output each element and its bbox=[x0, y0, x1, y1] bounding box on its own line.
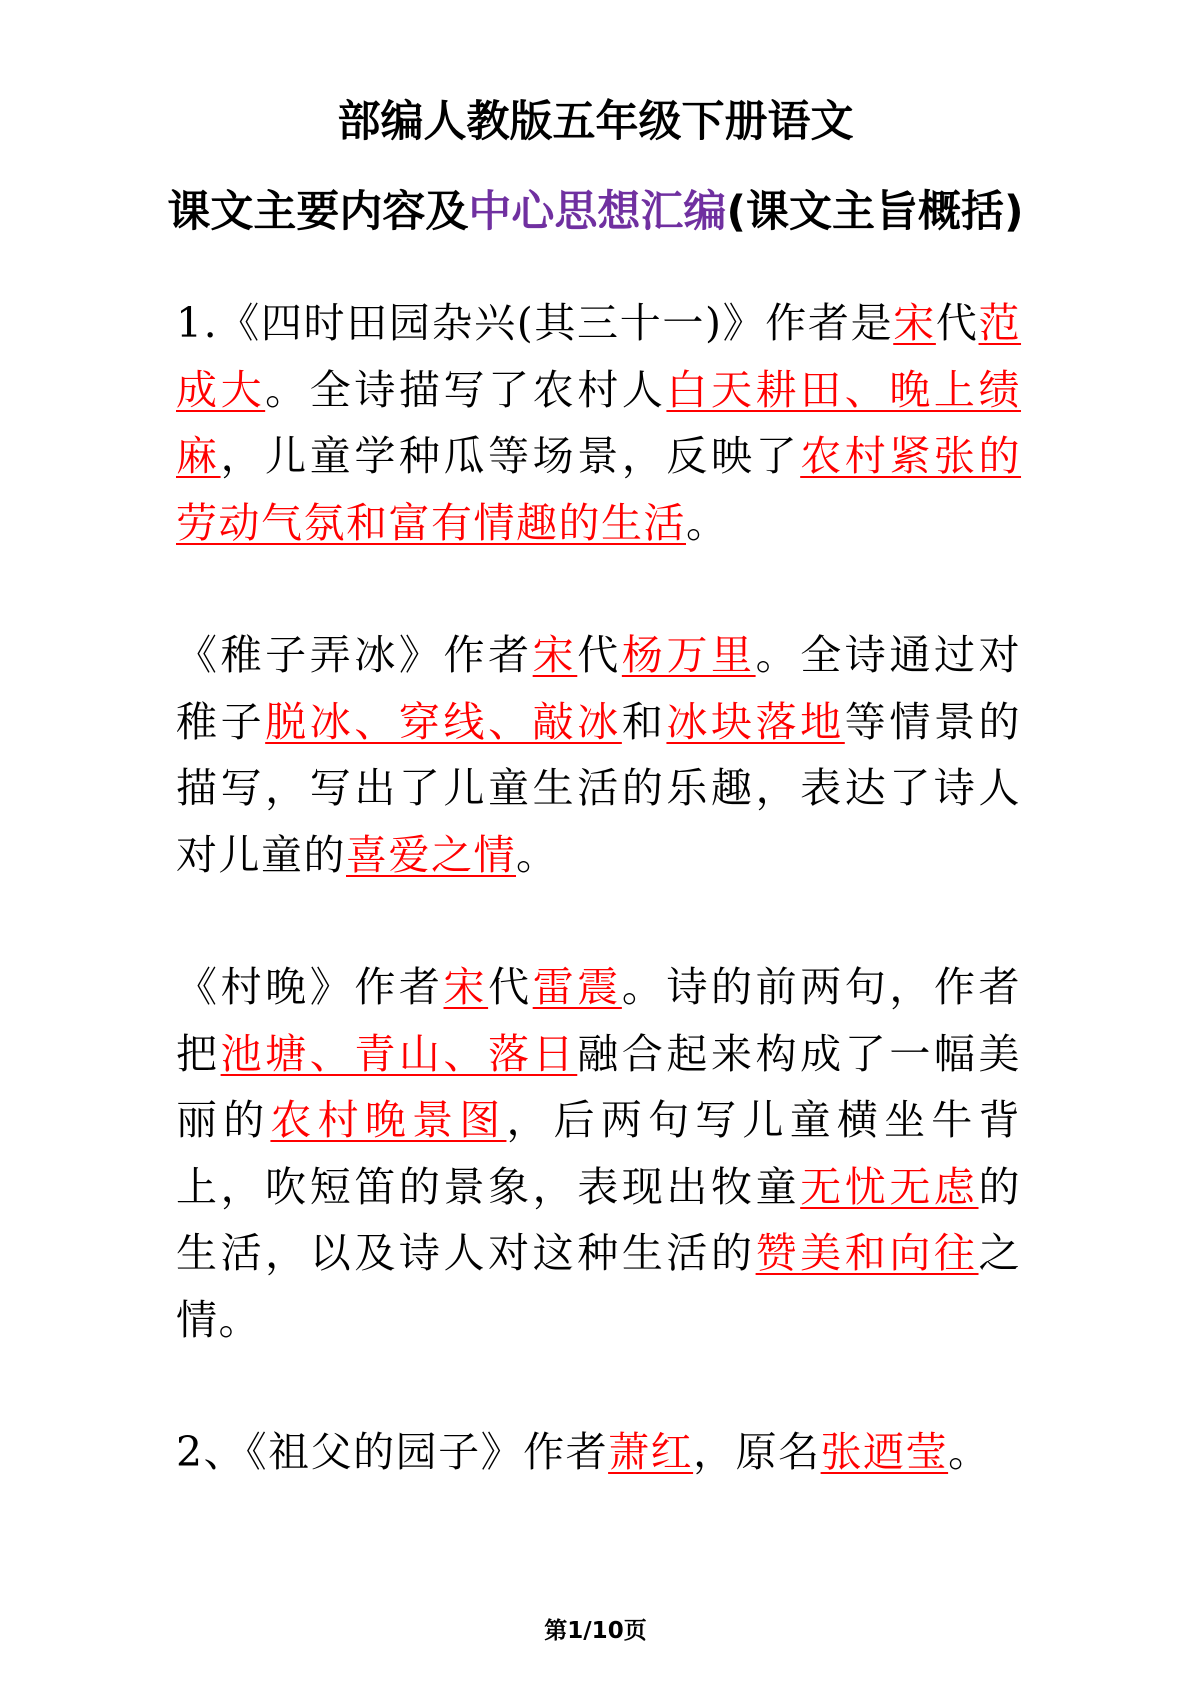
key-phrase: 白天耕田、晚上绩麻 bbox=[176, 365, 1022, 480]
key-phrase: 池塘、青山、落日 bbox=[220, 1029, 578, 1078]
key-phrase: 宋 bbox=[893, 299, 936, 347]
key-phrase: 冰块落地 bbox=[666, 697, 845, 746]
text-run: 和 bbox=[621, 697, 667, 746]
key-phrase: 雷震 bbox=[532, 963, 622, 1011]
page-number: 第1/10页 bbox=[544, 1618, 647, 1644]
text-run: 等情景的描写，写出了儿童生活的乐趣，表达了诗人对儿童的 bbox=[176, 697, 1022, 879]
text-run: 。 bbox=[516, 830, 559, 879]
key-phrase: 宋 bbox=[443, 963, 489, 1011]
text-run: 2、《祖父的园子》作者 bbox=[176, 1428, 609, 1476]
text-run: 。全诗通过对稚子 bbox=[176, 631, 1022, 746]
subtitle-part-1: 课文主要内容及 bbox=[167, 187, 469, 237]
text-run: 。 bbox=[948, 1428, 991, 1476]
text-run: 融合起来构成了一幅美丽的 bbox=[176, 1029, 1022, 1144]
paragraph bbox=[176, 1419, 1021, 1486]
text-run: 。诗的前两句，作者把 bbox=[176, 963, 1022, 1078]
document-body bbox=[176, 290, 1021, 1552]
key-phrase: 张迺莹 bbox=[820, 1428, 949, 1476]
key-phrase: 萧红 bbox=[608, 1428, 694, 1476]
text-run: 代 bbox=[488, 963, 533, 1011]
paragraph bbox=[176, 290, 1021, 556]
key-phrase: 农村晚景图 bbox=[270, 1096, 507, 1144]
text-run: 代 bbox=[577, 631, 622, 679]
subtitle-part-3: (课文主旨概括) bbox=[726, 187, 1024, 237]
text-run: ，儿童学种瓜等场景，反映了 bbox=[220, 432, 801, 480]
paragraph bbox=[176, 622, 1021, 888]
text-run: ，后两句写儿童横坐牛背上，吹短笛的景象，表现出牧童 bbox=[176, 1096, 1022, 1211]
page-subtitle bbox=[0, 178, 1191, 239]
key-phrase: 宋 bbox=[532, 631, 578, 679]
page-title: 部编人教版五年级下册语文 bbox=[337, 97, 854, 147]
text-run: ，原名 bbox=[693, 1428, 821, 1476]
text-run: 《稚子弄冰》作者 bbox=[176, 631, 533, 679]
key-phrase: 喜爱之情 bbox=[346, 830, 516, 879]
key-phrase: 赞美和向往 bbox=[755, 1229, 979, 1277]
text-run: 1.《四时田园杂兴(其三十一)》作者是 bbox=[176, 299, 894, 347]
text-run: 之情。 bbox=[176, 1229, 1022, 1344]
key-phrase: 农村紧张的劳动气氛和富有情趣的生活 bbox=[176, 432, 1022, 547]
text-run: 。 bbox=[686, 498, 729, 547]
text-run: 。全诗描写了农村人 bbox=[265, 365, 667, 414]
paragraph bbox=[176, 954, 1021, 1353]
key-phrase: 范成大 bbox=[176, 299, 1022, 414]
text-run: 的生活，以及诗人对这种生活的 bbox=[176, 1162, 1022, 1277]
key-phrase: 杨万里 bbox=[621, 631, 756, 679]
text-run: 代 bbox=[935, 299, 979, 347]
text-run: 《村晚》作者 bbox=[176, 963, 444, 1011]
key-phrase: 脱冰、穿线、敲冰 bbox=[265, 697, 622, 746]
subtitle-part-2: 中心思想汇编 bbox=[468, 187, 727, 237]
key-phrase: 无忧无虑 bbox=[800, 1162, 979, 1211]
